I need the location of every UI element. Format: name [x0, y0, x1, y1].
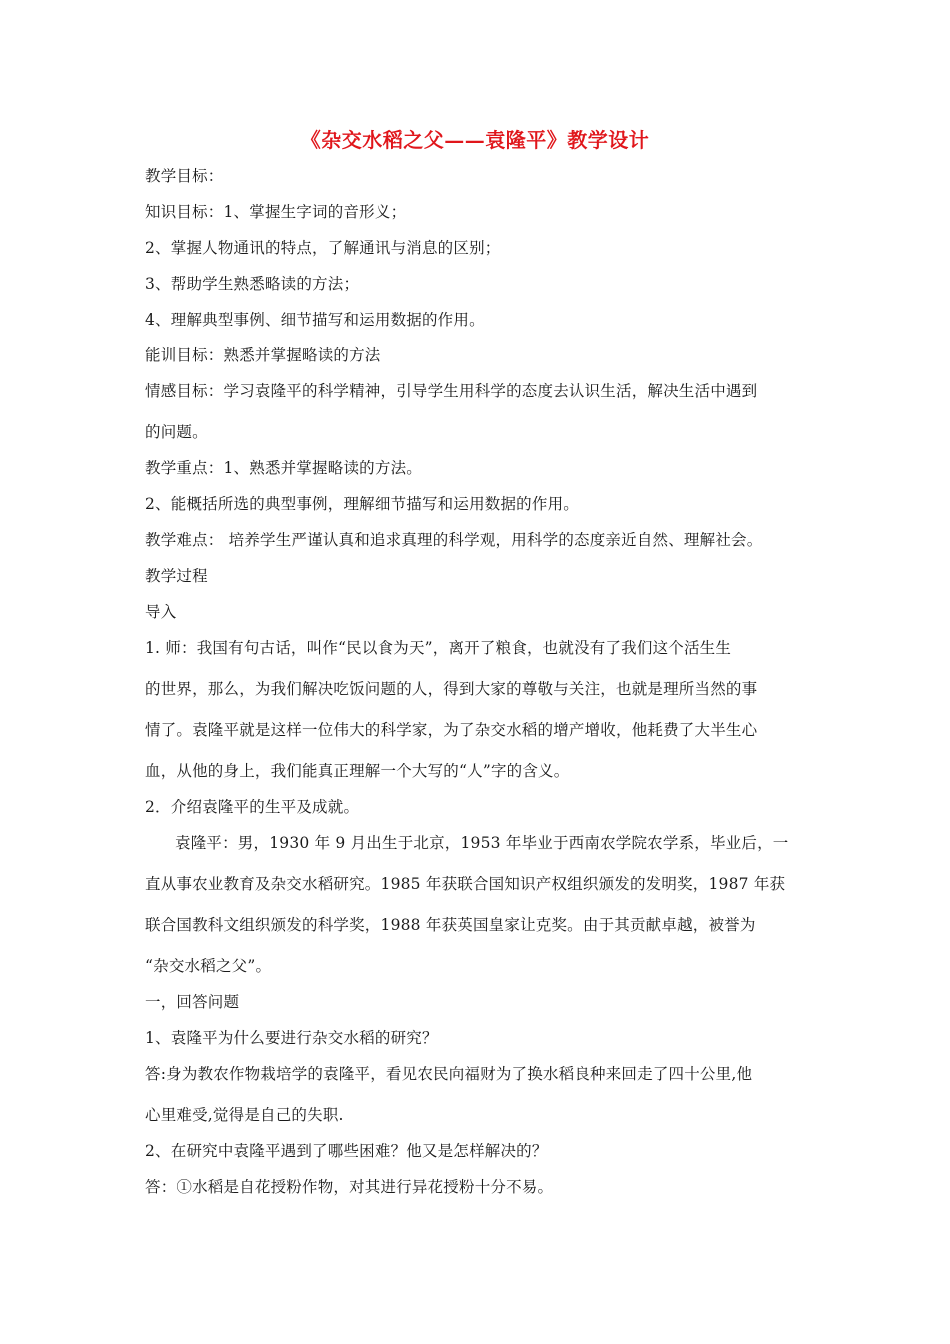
text-line: 能训目标：熟悉并掌握略读的方法: [145, 346, 381, 364]
text-line: 2、掌握人物通讯的特点，了解通讯与消息的区别；: [145, 239, 501, 257]
text-line: 1. 师：我国有句古话，叫作“民以食为天”，离开了粮食，也就没有了我们这个活生生: [145, 639, 732, 657]
text-line: 答:身为教农作物栽培学的袁隆平，看见农民向福财为了换水稻良种来回走了四十公里,他: [145, 1065, 753, 1083]
text-line: 3、帮助学生熟悉略读的方法；: [145, 275, 360, 293]
text-line: 教学目标：: [145, 167, 224, 185]
text-line: 的问题。: [145, 423, 208, 441]
text-line: 直从事农业教育及杂交水稻研究。1985 年获联合国知识产权组织颁发的发明奖，1987 年获: [145, 875, 786, 893]
text-line: 2．介绍袁隆平的生平及成就。: [145, 798, 360, 816]
text-line: 教学重点：1、熟悉并掌握略读的方法。: [145, 459, 422, 477]
text-line: 答：①水稻是自花授粉作物，对其进行异花授粉十分不易。: [145, 1178, 554, 1196]
text-line: 4、理解典型事例、细节描写和运用数据的作用。: [145, 311, 485, 329]
text-line: 教学过程: [145, 567, 208, 585]
text-line: 1、袁隆平为什么要进行杂交水稻的研究？: [145, 1029, 438, 1047]
text-line: 情感目标：学习袁隆平的科学精神，引导学生用科学的态度去认识生活，解决生活中遇到: [145, 382, 758, 400]
text-line: 2、在研究中袁隆平遇到了哪些困难？他又是怎样解决的？: [145, 1142, 548, 1160]
text-line: 一，回答问题: [145, 993, 240, 1011]
text-line: 知识目标：1、掌握生字词的音形义；: [145, 203, 407, 221]
text-line: 的世界，那么，为我们解决吃饭问题的人，得到大家的尊敬与关注，也就是理所当然的事: [145, 680, 758, 698]
text-line: 袁隆平：男，1930 年 9 月出生于北京，1953 年毕业于西南农学院农学系，毕业后，一: [175, 834, 789, 852]
text-line: 情了。袁隆平就是这样一位伟大的科学家，为了杂交水稻的增产增收，他耗费了大半生心: [145, 721, 758, 739]
document-title: 《杂交水稻之父——袁隆平》教学设计: [300, 128, 650, 152]
text-line: “杂交水稻之父”。: [145, 957, 272, 975]
text-line: 联合国教科文组织颁发的科学奖，1988 年获英国皇家让克奖。由于其贡献卓越，被誉为: [145, 916, 756, 934]
text-line: 教学难点： 培养学生严谨认真和追求真理的科学观，用科学的态度亲近自然、理解社会。: [145, 531, 763, 549]
text-line: 导入: [145, 603, 177, 621]
text-line: 心里难受,觉得是自己的失职.: [145, 1106, 344, 1124]
text-line: 2、能概括所选的典型事例，理解细节描写和运用数据的作用。: [145, 495, 579, 513]
text-line: 血，从他的身上，我们能真正理解一个大写的“人”字的含义。: [145, 762, 570, 780]
